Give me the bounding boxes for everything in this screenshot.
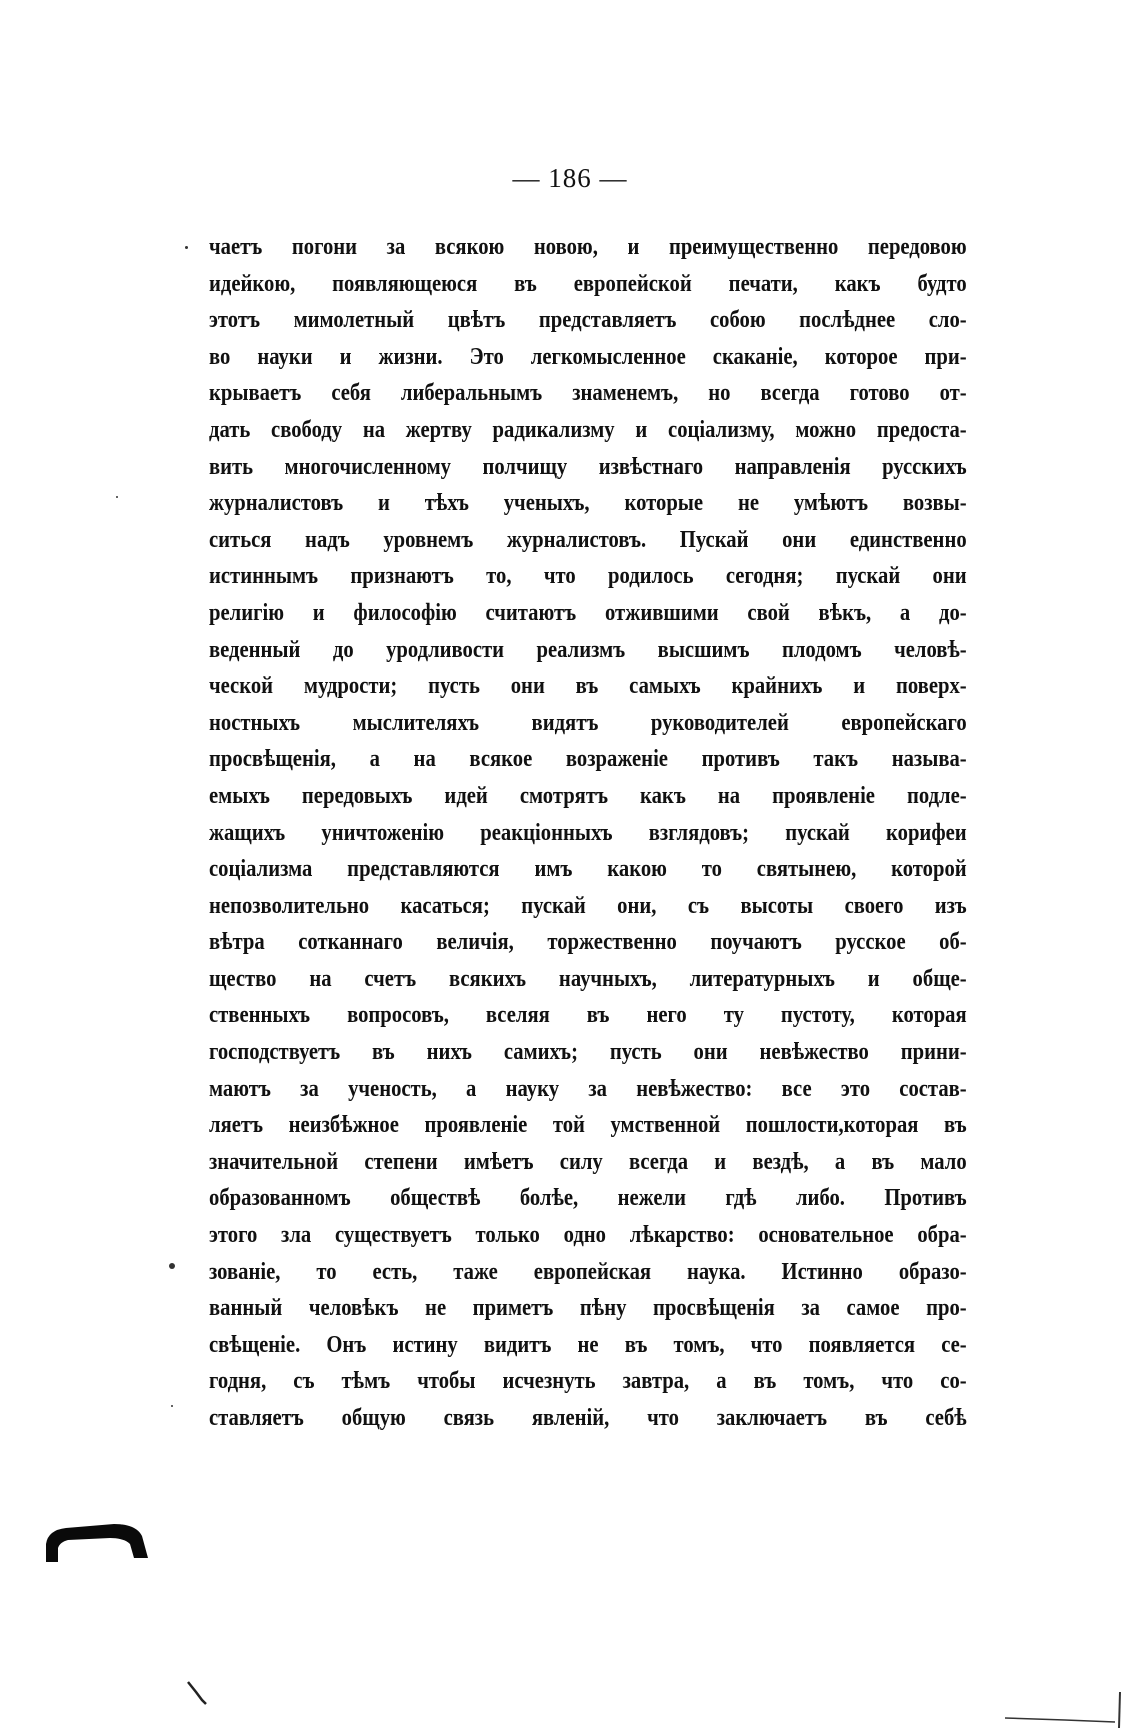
text-line: ственныхъ вопросовъ, вселяя въ него ту пустоту, которая	[209, 1002, 967, 1029]
text-line: этого зла существуетъ только одно лѣкарство: основательное обра-	[209, 1222, 967, 1249]
scan-artifact-bracket	[44, 1518, 148, 1562]
text-line: непозволительно касаться; пускай они, съ высоты своего изъ	[209, 892, 967, 919]
scan-speck	[116, 496, 118, 498]
text-line: господствуетъ въ нихъ самихъ; пусть они невѣжество прини-	[209, 1039, 967, 1066]
scan-speck	[169, 1263, 175, 1269]
text-line: ческой мудрости; пусть они въ самыхъ крайнихъ и поверх-	[209, 673, 967, 700]
scan-speck	[171, 1405, 173, 1407]
text-line: зованіе, то есть, таже европейская наука. Истинно образо-	[209, 1258, 967, 1285]
page-number: — 186 —	[512, 163, 628, 193]
scan-artifact-edge	[1005, 1690, 1140, 1731]
text-line: журналистовъ и тѣхъ ученыхъ, которые не умѣютъ возвы-	[209, 490, 967, 517]
text-line: вить многочисленному полчищу извѣстнаго направленія русскихъ	[209, 453, 967, 480]
scan-artifact-mark	[186, 1680, 208, 1706]
text-line: вѣтра сотканнаго величія, торжественно поучаютъ русское об-	[209, 929, 967, 956]
scan-speck	[185, 246, 188, 249]
text-line: во науки и жизни. Это легкомысленное скаканіе, которое при-	[209, 343, 967, 370]
text-line: ванный человѣкъ не приметъ пѣну просвѣщенія за самое про-	[209, 1295, 967, 1322]
text-line: свѣщеніе. Онъ истину видитъ не въ томъ, что появляется се-	[209, 1331, 967, 1358]
text-line: дать свободу на жертву радикализму и соціализму, можно предоста-	[209, 416, 967, 443]
text-line: годня, съ тѣмъ чтобы исчезнуть завтра, а въ томъ, что со-	[209, 1368, 967, 1395]
text-line: чаетъ погони за всякою новою, и преимущественно передовою	[209, 234, 967, 260]
text-line: значительной степени имѣетъ силу всегда и вездѣ, а въ мало	[209, 1148, 967, 1175]
text-line: веденный до уродливости реализмъ высшимъ плодомъ человѣ-	[209, 636, 967, 663]
text-line: идейкою, появляющеюся въ европейской печати, какъ будто	[209, 270, 967, 297]
text-line: религію и философію считаютъ отжившими свой вѣкъ, а до-	[209, 599, 967, 626]
text-line: ситься надъ уровнемъ журналистовъ. Пускай они единственно	[209, 526, 967, 553]
text-line: щество на счетъ всякихъ научныхъ, литературныхъ и обще-	[209, 965, 967, 992]
text-line: этотъ мимолетный цвѣтъ представляетъ собою послѣднее сло-	[209, 307, 967, 334]
text-line: ностныхъ мыслителяхъ видятъ руководителей европейскаго	[209, 709, 967, 736]
body-text	[209, 229, 967, 1437]
text-line: маютъ за ученость, а науку за невѣжество: все это состав-	[209, 1075, 967, 1102]
text-line: просвѣщенія, а на всякое возраженіе противъ такъ называ-	[209, 746, 967, 773]
text-line: жащихъ уничтоженію реакціонныхъ взглядовъ; пускай корифеи	[209, 819, 967, 846]
text-line: ляетъ неизбѣжное проявленіе той умственной пошлости,которая въ	[209, 1112, 967, 1139]
text-line: емыхъ передовыхъ идей смотрятъ какъ на проявленіе подле-	[209, 782, 967, 809]
text-line: ставляетъ общую связь явленій, что заключаетъ въ себѣ	[209, 1405, 967, 1431]
text-line: образованномъ обществѣ болѣе, нежели гдѣ либо. Противъ	[209, 1185, 967, 1212]
text-line: истиннымъ признаютъ то, что родилось сегодня; пускай они	[209, 563, 967, 590]
text-line: крываетъ себя либеральнымъ знаменемъ, но всегда готово от-	[209, 380, 967, 407]
text-line: соціализма представляются имъ какою то святынею, которой	[209, 856, 967, 883]
